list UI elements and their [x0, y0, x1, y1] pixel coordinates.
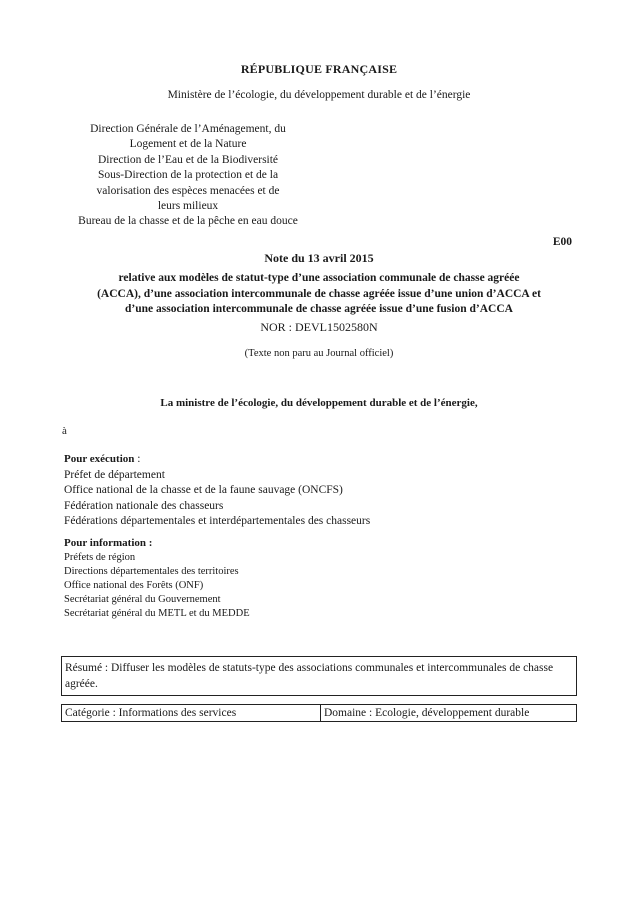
direction-line: Sous-Direction de la protection et de la [97, 169, 279, 182]
execution-heading: Pour exécution [64, 453, 135, 465]
domain-cell: Domaine : Ecologie, développement durable [321, 705, 577, 722]
direction-line: leurs milieux [157, 200, 219, 213]
execution-recipient: Préfet de département [64, 468, 165, 481]
information-heading: Pour information : [64, 537, 153, 549]
subject-line: d’une association intercommunale de chasse agréée issue d’une fusion d’ACCA [125, 303, 513, 315]
direction-line: valorisation des espèces menacées et de [96, 184, 280, 197]
information-recipient: Préfets de région [64, 551, 136, 563]
information-section [64, 537, 250, 620]
execution-heading-row [64, 452, 370, 468]
nor-reference: NOR : DEVL1502580N [260, 320, 378, 334]
direction-line: Logement et de la Nature [129, 138, 247, 151]
direction-block [60, 122, 316, 230]
document-code: E00 [552, 236, 572, 248]
execution-recipient: Office national de la chasse et de la faune sauvage (ONCFS) [64, 484, 343, 496]
recipient-to: à [62, 425, 67, 437]
direction-line: Direction de l’Eau et de la Biodiversité [97, 153, 279, 166]
subject-line: (ACCA), d’une association intercommunale de chasse agréée issue d’une union d’ACCA et [97, 287, 541, 300]
execution-recipient: Fédérations départementales et interdépartementales des chasseurs [64, 515, 371, 527]
note-title: Note du 13 avril 2015 [264, 251, 374, 265]
category-table [61, 704, 577, 722]
execution-heading-colon: : [134, 453, 141, 465]
direction-line: Bureau de la chasse et de la pêche en eau douce [78, 215, 298, 228]
execution-section [64, 452, 370, 530]
information-recipient: Secrétariat général du METL et du MEDDE [64, 607, 250, 619]
minister-line: La ministre de l’écologie, du développement durable et de l’énergie, [160, 397, 478, 409]
note-subject [58, 271, 580, 318]
direction-line: Direction Générale de l’Aménagement, du [90, 123, 286, 135]
summary-box: Résumé : Diffuser les modèles de statuts-type des associations communales et intercommunales de chasse agréée. [61, 656, 577, 696]
category-row [62, 705, 577, 722]
category-cell: Catégorie : Informations des services [62, 705, 321, 722]
information-recipient: Secrétariat général du Gouvernement [64, 593, 221, 605]
subject-line: relative aux modèles de statut-type d’une association communale de chasse agréée [118, 272, 520, 284]
execution-recipient: Fédération nationale des chasseurs [64, 499, 224, 512]
publication-status: (Texte non paru au Journal officiel) [244, 348, 394, 359]
information-recipient: Directions départementales des territoires [64, 565, 239, 577]
information-recipient: Office national des Forêts (ONF) [64, 579, 204, 591]
ministry-name: Ministère de l’écologie, du développement durable et de l’énergie [167, 89, 471, 101]
republic-heading: RÉPUBLIQUE FRANÇAISE [240, 62, 398, 76]
